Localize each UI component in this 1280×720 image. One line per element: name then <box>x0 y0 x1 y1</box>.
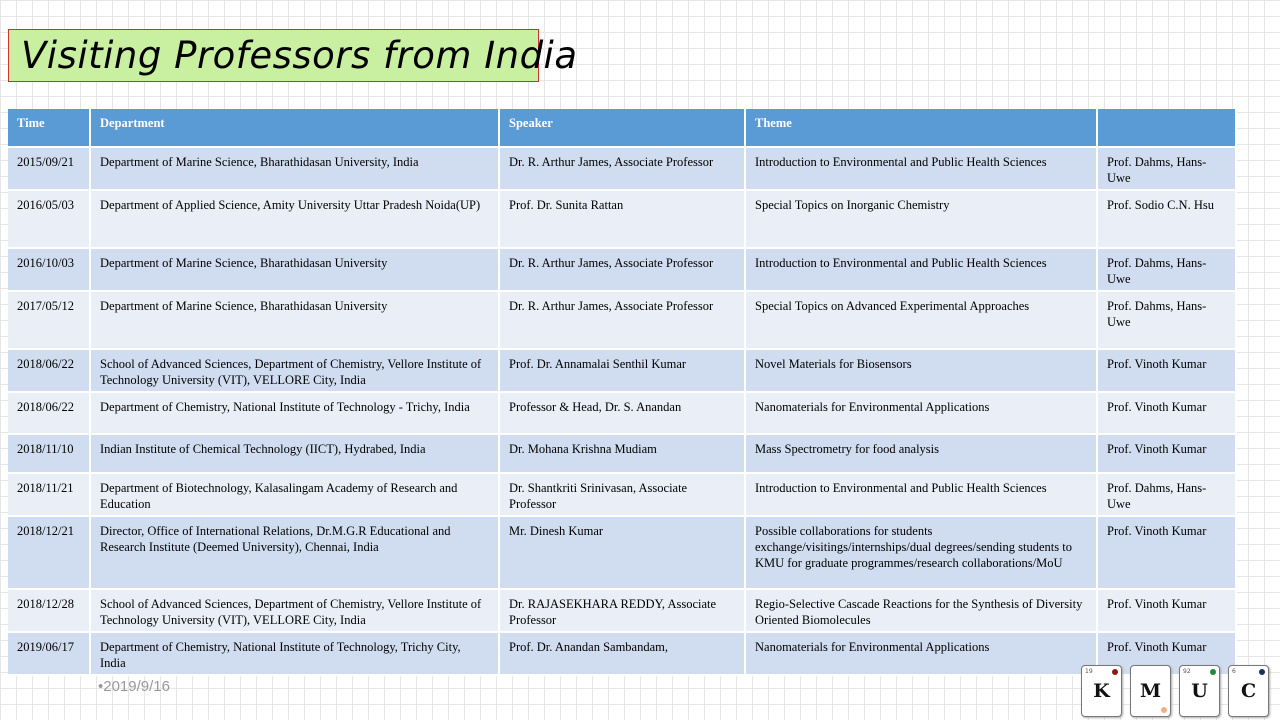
table-row <box>8 589 1236 632</box>
cell-host: Prof. Vinoth Kumar <box>1097 392 1236 434</box>
cell-theme: Nanomaterials for Environmental Applications <box>745 392 1097 434</box>
table-row <box>8 434 1236 473</box>
logo-tile-c <box>1228 665 1269 717</box>
header-host <box>1097 109 1236 147</box>
cell-host: Prof. Vinoth Kumar <box>1097 516 1236 589</box>
cell-department: Department of Biotechnology, Kalasalingam Academy of Research and Education <box>90 473 499 516</box>
cell-theme: Possible collaborations for students exchange/visitings/internships/dual degrees/sending students to KMU for graduate programmes/research collaborations/MoU <box>745 516 1097 589</box>
cell-speaker: Mr. Dinesh Kumar <box>499 516 745 589</box>
cell-theme: Introduction to Environmental and Public Health Sciences <box>745 147 1097 190</box>
cell-department: Department of Chemistry, National Institute of Technology - Trichy, India <box>90 392 499 434</box>
cell-time: 2016/10/03 <box>8 248 90 291</box>
cell-host: Prof. Vinoth Kumar <box>1097 434 1236 473</box>
table-row <box>8 516 1236 589</box>
logo-tile-m <box>1130 665 1171 717</box>
cell-host: Prof. Sodio C.N. Hsu <box>1097 190 1236 248</box>
page-title-box <box>8 29 578 82</box>
header-theme: Theme <box>745 109 1097 147</box>
cell-theme: Introduction to Environmental and Public Health Sciences <box>745 248 1097 291</box>
table-row <box>8 392 1236 434</box>
cell-speaker: Dr. R. Arthur James, Associate Professor <box>499 147 745 190</box>
page-title: Visiting Professors from India <box>21 34 578 77</box>
tile-symbol: C <box>1240 680 1257 702</box>
cell-speaker: Prof. Dr. Annamalai Senthil Kumar <box>499 349 745 392</box>
cell-department: School of Advanced Sciences, Department of Chemistry, Vellore Institute of Technology University (VIT), VELLORE City, India <box>90 349 499 392</box>
cell-speaker: Dr. R. Arthur James, Associate Professor <box>499 248 745 291</box>
cell-theme: Regio-Selective Cascade Reactions for the Synthesis of Diversity Oriented Biomolecules <box>745 589 1097 632</box>
cell-theme: Nanomaterials for Environmental Applications <box>745 632 1097 675</box>
header-speaker: Speaker <box>499 109 745 147</box>
cell-host: Prof. Vinoth Kumar <box>1097 349 1236 392</box>
cell-theme: Introduction to Environmental and Public Health Sciences <box>745 473 1097 516</box>
cell-theme: Special Topics on Inorganic Chemistry <box>745 190 1097 248</box>
element-dot-icon <box>1259 669 1265 675</box>
cell-department: Department of Marine Science, Bharathidasan University, India <box>90 147 499 190</box>
table-row <box>8 473 1236 516</box>
cell-time: 2019/06/17 <box>8 632 90 675</box>
tile-symbol: K <box>1093 680 1110 702</box>
element-dot-icon <box>1161 707 1167 713</box>
tile-number: 92 <box>1183 668 1191 675</box>
cell-speaker: Professor & Head, Dr. S. Anandan <box>499 392 745 434</box>
cell-host: Prof. Vinoth Kumar <box>1097 589 1236 632</box>
cell-time: 2018/11/21 <box>8 473 90 516</box>
cell-time: 2018/06/22 <box>8 392 90 434</box>
tile-number: 6 <box>1232 668 1236 675</box>
table-header-row <box>8 109 1236 147</box>
logo-tile-u <box>1179 665 1220 717</box>
cell-department: Department of Marine Science, Bharathidasan University <box>90 291 499 349</box>
cell-department: Department of Applied Science, Amity University Uttar Pradesh Noida(UP) <box>90 190 499 248</box>
cell-host: Prof. Dahms, Hans-Uwe <box>1097 147 1236 190</box>
visiting-professors-table <box>8 109 1237 676</box>
cell-department: Department of Chemistry, National Institute of Technology, Trichy City, India <box>90 632 499 675</box>
cell-time: 2018/06/22 <box>8 349 90 392</box>
header-time: Time <box>8 109 90 147</box>
tile-symbol: M <box>1139 680 1162 702</box>
cell-time: 2016/05/03 <box>8 190 90 248</box>
cell-host: Prof. Vinoth Kumar <box>1097 632 1236 675</box>
cell-time: 2018/11/10 <box>8 434 90 473</box>
table-row <box>8 632 1236 675</box>
table-row <box>8 291 1236 349</box>
table-row <box>8 248 1236 291</box>
cell-host: Prof. Dahms, Hans-Uwe <box>1097 473 1236 516</box>
header-department: Department <box>90 109 499 147</box>
tile-number: 19 <box>1085 668 1093 675</box>
cell-time: 2015/09/21 <box>8 147 90 190</box>
cell-speaker: Prof. Dr. Sunita Rattan <box>499 190 745 248</box>
cell-theme: Special Topics on Advanced Experimental Approaches <box>745 291 1097 349</box>
cell-host: Prof. Dahms, Hans-Uwe <box>1097 248 1236 291</box>
footer-date: •2019/9/16 <box>98 678 170 695</box>
cell-theme: Novel Materials for Biosensors <box>745 349 1097 392</box>
cell-department: School of Advanced Sciences, Department of Chemistry, Vellore Institute of Technology University (VIT), VELLORE City, India <box>90 589 499 632</box>
table-row <box>8 349 1236 392</box>
cell-time: 2018/12/28 <box>8 589 90 632</box>
cell-time: 2017/05/12 <box>8 291 90 349</box>
cell-department: Department of Marine Science, Bharathidasan University <box>90 248 499 291</box>
table-row <box>8 147 1236 190</box>
cell-department: Indian Institute of Chemical Technology (IICT), Hydrabed, India <box>90 434 499 473</box>
cell-department: Director, Office of International Relations, Dr.M.G.R Educational and Research Institute (Deemed University), Chennai, India <box>90 516 499 589</box>
cell-host: Prof. Dahms, Hans-Uwe <box>1097 291 1236 349</box>
cell-speaker: Dr. RAJASEKHARA REDDY, Associate Professor <box>499 589 745 632</box>
kmuc-logo <box>1081 665 1269 717</box>
element-dot-icon <box>1210 669 1216 675</box>
table-row <box>8 190 1236 248</box>
cell-speaker: Prof. Dr. Anandan Sambandam, <box>499 632 745 675</box>
cell-speaker: Dr. R. Arthur James, Associate Professor <box>499 291 745 349</box>
logo-tile-k <box>1081 665 1122 717</box>
element-dot-icon <box>1112 669 1118 675</box>
cell-time: 2018/12/21 <box>8 516 90 589</box>
cell-speaker: Dr. Mohana Krishna Mudiam <box>499 434 745 473</box>
cell-theme: Mass Spectrometry for food analysis <box>745 434 1097 473</box>
tile-symbol: U <box>1191 680 1208 702</box>
cell-speaker: Dr. Shantkriti Srinivasan, Associate Professor <box>499 473 745 516</box>
